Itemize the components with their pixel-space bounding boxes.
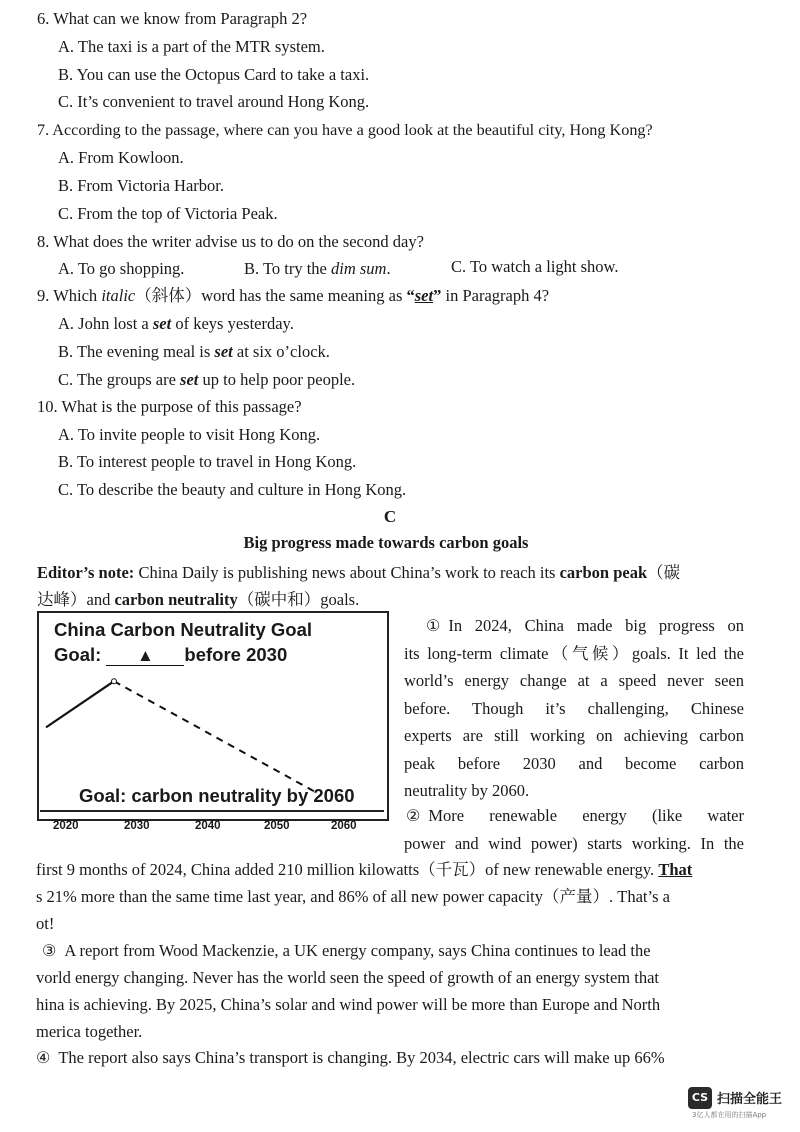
question-6-option-b: B. You can use the Octopus Card to take a taxi. — [58, 65, 370, 84]
paragraph-2-line4: s 21% more than the same time last year, and 86% of all new power capacity（产量）. That’s a — [36, 887, 670, 906]
question-10-stem: 10. What is the purpose of this passage? — [37, 397, 302, 416]
paragraph-1-line: before. Though it’s challenging, Chinese — [404, 699, 744, 718]
paragraph-3-line4: merica together. — [36, 1022, 143, 1041]
paragraph-3-line2: vorld energy changing. Never has the world seen the speed of growth of an energy system that — [36, 968, 660, 987]
scanner-tagline: 3亿人都在用的扫描App — [692, 1111, 767, 1119]
chart-goal-peak: Goal: ▲ before 2030 — [54, 644, 288, 665]
scanner-logo-icon: CS — [688, 1087, 712, 1109]
question-7-stem: 7. According to the passage, where can you have a good look at the beautiful city, Hong Kong? — [37, 121, 653, 139]
question-8-option-a: A. To go shopping. — [58, 259, 185, 278]
question-10-option-a: A. To invite people to visit Hong Kong. — [58, 425, 321, 444]
question-6-option-c: C. It’s convenient to travel around Hong Kong. — [58, 92, 370, 111]
paragraph-1-line: world’s energy change at a speed never seen — [404, 671, 744, 690]
question-7-option-c: C. From the top of Victoria Peak. — [58, 204, 278, 223]
section-letter: C — [383, 507, 397, 526]
paragraph-1-line: peak before 2030 and become carbon — [404, 754, 744, 773]
question-7-option-a: A. From Kowloon. — [58, 148, 184, 167]
paragraph-1-line: neutrality by 2060. — [404, 781, 530, 800]
question-9-option-b: B. The evening meal is set at six o’clock. — [58, 342, 330, 361]
article-title: Big progress made towards carbon goals — [243, 533, 529, 552]
paragraph-3-line1: ③ A report from Wood Mackenzie, a UK energy company, says China continues to lead the — [42, 941, 651, 960]
question-9-stem: 9. Which italic（斜体）word has the same meaning as “set” in Paragraph 4? — [37, 286, 550, 305]
scanner-app-name: 扫描全能王 — [717, 1092, 783, 1107]
paragraph-1-line: its long-term climate（气候）goals. It led the — [404, 644, 744, 663]
question-10-option-b: B. To interest people to travel in Hong Kong. — [58, 452, 357, 471]
editor-note-line2: 达峰）and carbon neutrality（碳中和）goals. — [37, 590, 360, 609]
editor-note-line1: Editor’s note: China Daily is publishing news about China’s work to reach its carbon peak（碳 — [37, 563, 681, 582]
question-8-option-b: B. To try the dim sum. — [244, 259, 391, 278]
chart-title: China Carbon Neutrality Goal — [54, 619, 313, 640]
question-9-option-a: A. John lost a set of keys yesterday. — [58, 314, 294, 333]
question-7-option-b: B. From Victoria Harbor. — [58, 176, 224, 195]
x-tick-label: 2030 — [124, 820, 150, 832]
paragraph-2-line2: power and wind power) starts working. In the — [404, 834, 744, 853]
question-8-option-c: C. To watch a light show. — [451, 257, 619, 276]
paragraph-1-line: experts are still working on achieving carbon — [404, 726, 744, 745]
paragraph-2-line5: ot! — [36, 914, 55, 933]
x-tick-label: 2060 — [331, 820, 357, 832]
x-tick-label: 2050 — [264, 820, 290, 832]
question-8-stem: 8. What does the writer advise us to do on the second day? — [37, 232, 424, 251]
question-9-option-c: C. The groups are set up to help poor people. — [58, 370, 356, 389]
x-tick-label: 2040 — [195, 820, 221, 832]
question-10-option-c: C. To describe the beauty and culture in Hong Kong. — [58, 480, 407, 499]
question-6-option-a: A. The taxi is a part of the MTR system. — [58, 37, 325, 56]
x-tick-label: 2020 — [53, 820, 79, 832]
paragraph-2-line1: ② More renewable energy (like water — [406, 806, 744, 825]
paragraph-2-line3: first 9 months of 2024, China added 210 million kilowatts（千瓦）of new renewable energy. That — [36, 860, 693, 879]
goal-blank: ▲ — [106, 647, 184, 666]
paragraph-1-line: ① In 2024, China made big progress on — [426, 616, 744, 635]
chart-goal-neutrality: Goal: carbon neutrality by 2060 — [79, 785, 355, 806]
question-6-stem: 6. What can we know from Paragraph 2? — [37, 9, 308, 28]
paragraph-4-line1: ④ The report also says China’s transport is changing. By 2034, electric cars will make up 66% — [36, 1048, 665, 1067]
paragraph-3-line3: hina is achieving. By 2025, China’s solar and wind power will be more than Europe and North — [36, 995, 661, 1014]
